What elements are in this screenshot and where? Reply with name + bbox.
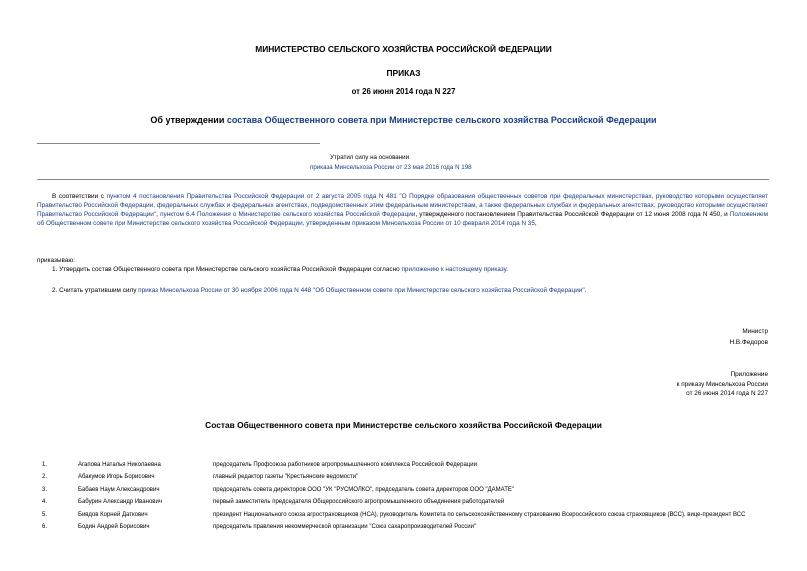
item-2-link[interactable]: приказ Минсельхоза России от 30 ноября 2006 года N 448 "Об Общественном совете при Министерстве сельского хозяйства Российской Федерации" [138,287,585,294]
table-row [37,461,768,473]
preamble-text-1: В соответствии с [52,193,107,200]
table-row [37,511,768,523]
lost-force-link[interactable]: приказа Минсельхоза России от 23 мая 2016 года N 198 [310,164,472,171]
preamble-link-resolution-481[interactable]: пунктом 4 постановления Правительства Российской Федерации от 2 августа 2005 года N 481 "О Порядке образования общественных советов при федеральных министерствах, руководство которыми осуществляет Правительство Российской Федерации, федеральных службах и федеральных агентствах, подведомственных этим федеральным министерствам, а также федеральных службах и федеральных агентствах, руководство которыми осуществляет Правительство Российской Федерации" [37,193,768,219]
order-verb: приказываю: [37,257,75,264]
member-number: 4. [42,499,48,506]
member-name: Бивдов Корней Даткович [78,511,148,518]
preamble-paragraph [37,192,768,228]
table-row [37,523,768,535]
member-name: Бабурин Александр Иванович [78,499,162,506]
member-position: председатель Профсоюза работников агропромышленного комплекса Российской Федерации [213,462,477,468]
member-position: главный редактор газеты "Крестьянские ведомости" [213,474,359,481]
signature-name: Н.В.Федоров [729,339,768,346]
order-item-2 [52,286,768,295]
document-type: ПРИКАЗ [386,68,421,78]
member-number: 2. [42,474,48,481]
title-prefix: Об утверждении [150,115,227,125]
member-number: 6. [42,523,48,530]
item-1-text: 1. Утвердить состав Общественного совета при Министерстве сельского хозяйства Российской Федерации согласно [52,266,402,273]
item-1-end: . [506,266,508,273]
member-number: 3. [42,486,48,493]
composition-title: Состав Общественного совета при Министерстве сельского хозяйства Российской Федерации [205,420,602,430]
preamble-link-council-regulation[interactable]: Положением об Общественном совете при Министерстве сельского хозяйства Российской Федерации, утвержденным приказом Минсельхоза России от 10 февраля 2014 года N 35 [37,211,768,228]
member-position: председатель правления некоммерческой организации "Союз сахаропроизводителей России" [213,523,477,530]
member-position: президент Национального союза агростраховщиков (НСА), руководитель Комитета по сельскохозяйственному страхованию Всероссийского союза страховщиков (ВСС), вице-президент ВСС [213,511,746,518]
member-number: 1. [42,462,48,468]
appendix-date: от 26 июня 2014 года N 227 [686,390,768,397]
item-2-end: . [584,287,587,294]
member-name: Агапова Наталья Николаевна [78,462,161,468]
lost-force-note: Утратил силу на основании [330,154,410,161]
preamble-link-regulation-6-4[interactable]: пунктом 6.4 Положения о Министерстве сельского хозяйства Российской Федерации [160,211,416,219]
preamble-text-2: , [156,211,161,219]
member-position: первый заместитель председателя Общероссийского агропромышленного объединения работодателей [213,499,505,506]
item-1-link[interactable]: приложению к настоящему приказу [401,266,507,273]
appendix-order: к приказу Минсельхоза России [676,381,768,388]
preamble-text-4: , [534,220,537,228]
member-position: председатель совета директоров ООО "УК "РУСМОЛКО", председатель совета директоров ООО "ДАМАТЕ" [213,486,514,493]
signature-position: Министр [742,328,768,335]
member-name: Бодин Андрей Борисович [78,523,150,530]
member-name: Бабаев Наум Александрович [78,486,160,493]
member-name: Абакумов Игорь Борисович [78,474,155,481]
table-row [37,486,768,498]
item-2-text: 2. Считать утратившим силу [52,287,139,294]
document-title [0,114,807,127]
divider-short [37,143,320,144]
order-item-1 [52,265,768,274]
table-row [37,473,768,485]
table-row [37,498,768,510]
ministry-name: МИНИСТЕРСТВО СЕЛЬСКОГО ХОЗЯЙСТВА РОССИЙСКОЙ ФЕДЕРАЦИИ [255,44,552,54]
title-link[interactable]: состава Общественного совета при Министерстве сельского хозяйства Российской Федерации [226,115,657,125]
divider-long [37,179,769,180]
document-date-number: от 26 июня 2014 года N 227 [351,87,456,96]
preamble-text-3: , утвержденного постановлением Правительства Российской Федерации от 12 июня 2008 года N 450, и [415,211,730,219]
members-table [37,461,768,535]
member-number: 5. [42,511,48,518]
appendix-label: Приложение [730,371,768,378]
